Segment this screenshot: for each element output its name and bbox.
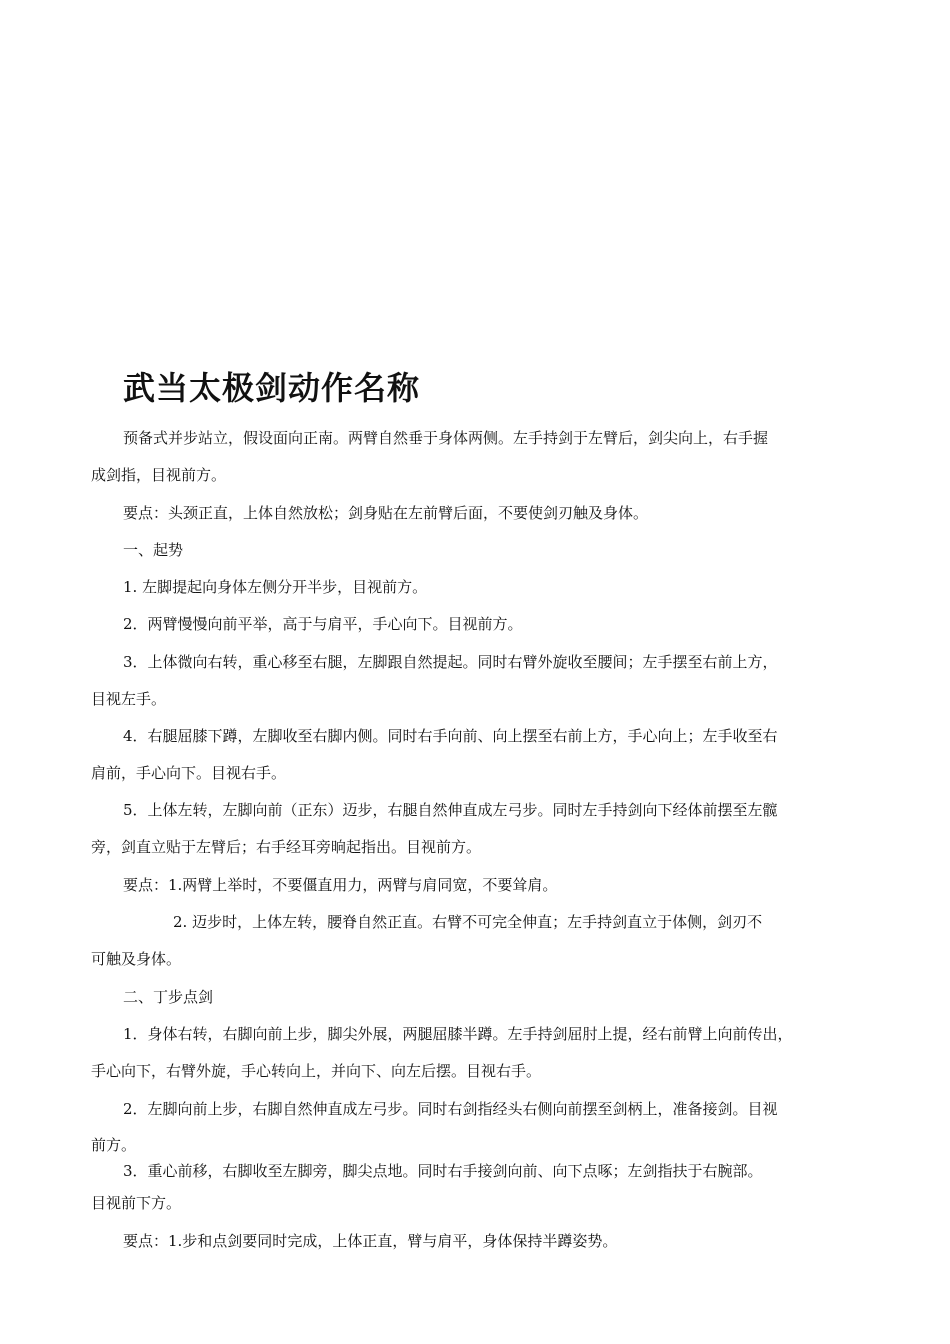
section-2-step-1-line-1: 1．身体右转，右脚向前上步，脚尖外展，两腿屈膝半蹲。左手持剑屈肘上提，经右前臂上向前传出， [123,1025,793,1043]
section-2-step-2-line-1: 2．左脚向前上步，右脚自然伸直成左弓步。同时右剑指经头右侧向前摆至剑柄上，准备接剑。目视 [123,1100,778,1118]
section-2-step-1-line-2: 手心向下，右臂外旋，手心转向上，并向下、向左后摆。目视右手。 [91,1062,542,1080]
document-title: 武当太极剑动作名称 [123,369,421,407]
section-1-points-1: 要点：1.两臂上举时，不要僵直用力，两臂与肩同宽，不要耸肩。 [123,876,558,894]
section-1-step-2: 2．两臂慢慢向前平举，高于与肩平，手心向下。目视前方。 [123,615,523,633]
section-1-heading: 一、起势 [123,541,184,559]
section-2-step-3-line-1: 3．重心前移，右脚收至左脚旁，脚尖点地。同时右手接剑向前、向下点啄；左剑指扶于右腕部。 [123,1162,763,1180]
prep-points: 要点：头颈正直，上体自然放松；剑身贴在左前臂后面，不要使剑刃触及身体。 [123,504,649,522]
section-1-step-3-line-1: 3．上体微向右转，重心移至右腿，左脚跟自然提起。同时右臂外旋收至腰间；左手摆至右前上方， [123,653,778,671]
prep-line-2: 成剑指，目视前方。 [91,466,227,484]
section-2-points-1: 要点：1.步和点剑要同时完成，上体正直，臂与肩平，身体保持半蹲姿势。 [123,1232,618,1250]
section-1-step-4-line-2: 肩前，手心向下。目视右手。 [91,764,287,782]
section-1-step-4-line-1: 4．右腿屈膝下蹲，左脚收至右脚内侧。同时右手向前、向上摆至右前上方，手心向上；左手收至右 [123,727,778,745]
section-1-points-2-line-1: 2. 迈步时，上体左转，腰脊自然正直。右臂不可完全伸直；左手持剑直立于体侧，剑刃不 [173,913,763,931]
section-1-step-1: 1. 左脚提起向身体左侧分开半步，目视前方。 [123,578,428,596]
section-2-step-3-line-2: 目视前下方。 [91,1194,182,1212]
section-2-heading: 二、丁步点剑 [123,988,214,1006]
section-1-step-5-line-1: 5．上体左转，左脚向前（正东）迈步，右腿自然伸直成左弓步。同时左手持剑向下经体前摆至左髋 [123,801,778,819]
section-1-step-5-line-2: 旁，剑直立贴于左臂后；右手经耳旁晌起指出。目视前方。 [91,838,482,856]
section-1-points-2-line-2: 可触及身体。 [91,950,182,968]
prep-line-1: 预备式并步站立，假设面向正南。两臂自然垂于身体两侧。左手持剑于左臂后，剑尖向上，右手握 [123,429,769,447]
section-1-step-3-line-2: 目视左手。 [91,690,167,708]
section-2-step-2-line-2: 前方。 [91,1136,137,1154]
